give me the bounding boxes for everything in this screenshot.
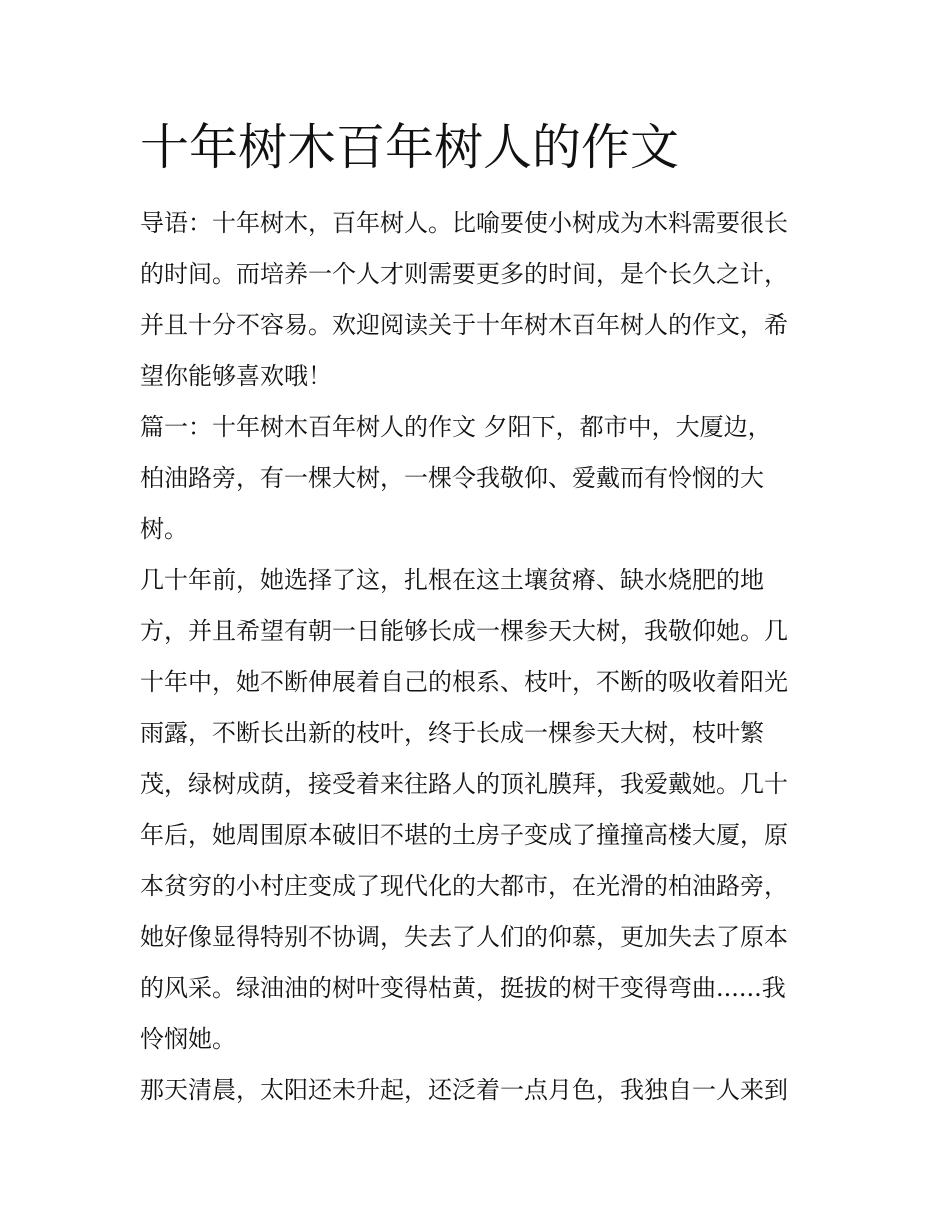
text-line: 树。 bbox=[140, 515, 188, 543]
text-line: 望你能够喜欢哦！ bbox=[140, 362, 332, 390]
text-line: 年后，她周围原本破旧不堪的土房子变成了撞撞高楼大厦，原 bbox=[140, 821, 788, 849]
text-line: 并且十分不容易。欢迎阅读关于十年树木百年树人的作文，希 bbox=[140, 311, 788, 339]
text-line: 的风采。绿油油的树叶变得枯黄，挺拔的树干变得弯曲......我 bbox=[140, 974, 786, 1002]
text-line: 的时间。而培养一个人才则需要更多的时间，是个长久之计， bbox=[140, 260, 788, 288]
document-body bbox=[140, 198, 830, 1116]
text-line: 导语：十年树木，百年树人。比喻要使小树成为木料需要很长 bbox=[140, 209, 788, 237]
text-line: 篇一：十年树木百年树人的作文 夕阳下，都市中，大厦边， bbox=[140, 413, 772, 441]
text-line: 那天清晨，太阳还未升起，还泛着一点月色，我独自一人来到 bbox=[140, 1076, 788, 1104]
text-line: 本贫穷的小村庄变成了现代化的大都市，在光滑的柏油路旁， bbox=[140, 872, 788, 900]
text-line: 几十年前，她选择了这，扎根在这土壤贫瘠、缺水烧肥的地 bbox=[140, 566, 764, 594]
paragraph-morning bbox=[140, 1065, 830, 1116]
text-line: 柏油路旁，有一棵大树，一棵令我敬仰、爱戴而有怜悯的大 bbox=[140, 464, 764, 492]
paragraph-tree-history bbox=[140, 555, 830, 1065]
text-line: 她好像显得特别不协调，失去了人们的仰慕，更加失去了原本 bbox=[140, 923, 788, 951]
text-line: 怜悯她。 bbox=[140, 1025, 236, 1053]
paragraph-chapter-one-opening bbox=[140, 402, 830, 555]
text-line: 十年中，她不断伸展着自己的根系、枝叶，不断的吸收着阳光 bbox=[140, 668, 788, 696]
text-line: 方，并且希望有朝一日能够长成一棵参天大树，我敬仰她。几 bbox=[140, 617, 788, 645]
text-line: 茂，绿树成荫，接受着来往路人的顶礼膜拜，我爱戴她。几十 bbox=[140, 770, 788, 798]
text-line: 雨露，不断长出新的枝叶，终于长成一棵参天大树，枝叶繁 bbox=[140, 719, 764, 747]
document-title: 十年树木百年树人的作文 bbox=[140, 119, 680, 176]
paragraph-intro bbox=[140, 198, 830, 402]
